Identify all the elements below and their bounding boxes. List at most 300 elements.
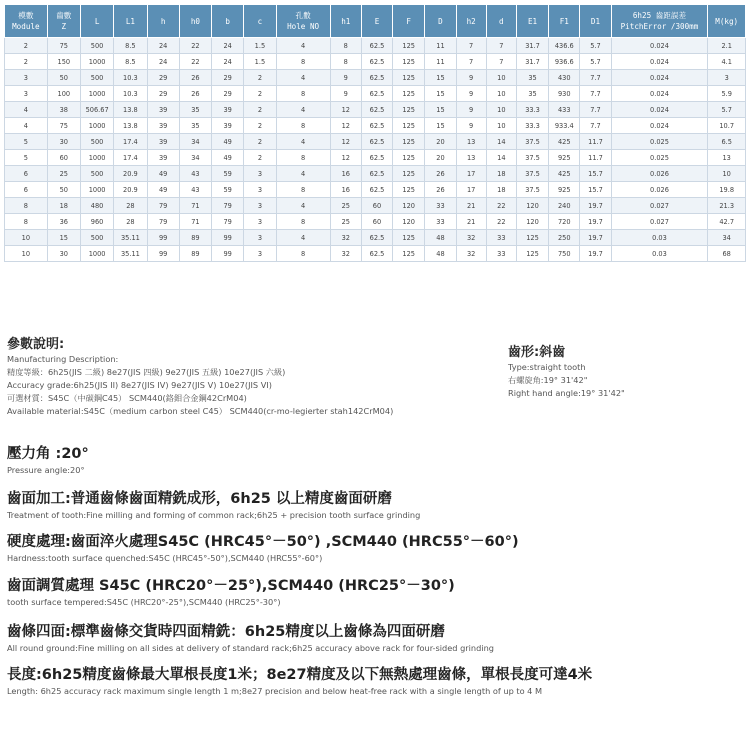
table-cell: 4 <box>276 166 330 182</box>
table-cell: 125 <box>393 182 425 198</box>
table-cell: 12 <box>330 150 361 166</box>
column-header-en: Z <box>61 22 67 31</box>
table-cell: 10.3 <box>114 86 147 102</box>
table-cell: 5.7 <box>580 38 611 54</box>
table-cell: 50 <box>47 182 80 198</box>
ground-sub: All round ground:Fine milling on all sides at delivery of standard rack;6h25 accuracy above rack for four-sided grinding <box>7 643 494 653</box>
table-cell: 37.5 <box>516 182 548 198</box>
table-cell: 3 <box>244 246 276 262</box>
helix-angle-en: Right hand angle:19° 31'42" <box>508 388 625 398</box>
table-cell: 35 <box>179 102 211 118</box>
table-cell: 20 <box>425 150 456 166</box>
table-cell: 125 <box>393 150 425 166</box>
column-header-en: E <box>374 16 380 26</box>
treatment-title: 齒面加工:普通齒條齒面精銑成形，6h25 以上精度齒面研磨 <box>7 491 392 507</box>
table-body <box>5 38 746 262</box>
table-cell: 2 <box>5 38 48 54</box>
table-cell: 24 <box>147 38 179 54</box>
table-cell: 31.7 <box>516 54 548 70</box>
table-cell: 480 <box>80 198 113 214</box>
table-cell: 2 <box>244 102 276 118</box>
table-cell: 62.5 <box>361 70 392 86</box>
column-header-en: M(kg) <box>715 16 739 26</box>
pressure-angle <box>7 444 747 477</box>
table-cell: 8 <box>276 118 330 134</box>
table-cell: 79 <box>147 214 179 230</box>
table-cell: 79 <box>212 198 244 214</box>
table-cell: 8 <box>276 182 330 198</box>
table-cell: 19.7 <box>580 230 611 246</box>
table-cell: 62.5 <box>361 102 392 118</box>
column-header <box>611 5 708 38</box>
column-header <box>708 5 746 38</box>
table-cell: 7.7 <box>580 70 611 86</box>
table-cell: 3 <box>244 230 276 246</box>
table-cell: 925 <box>549 150 580 166</box>
table-cell: 39 <box>147 102 179 118</box>
table-cell: 28 <box>114 214 147 230</box>
column-header <box>516 5 548 38</box>
table-cell: 5.9 <box>708 86 746 102</box>
table-cell: 8 <box>5 198 48 214</box>
table-cell: 2 <box>244 86 276 102</box>
table-cell: 60 <box>361 214 392 230</box>
table-cell: 433 <box>549 102 580 118</box>
table-cell: 7 <box>486 38 516 54</box>
table-cell: 30 <box>47 134 80 150</box>
table-cell: 960 <box>80 214 113 230</box>
table-cell: 49 <box>147 166 179 182</box>
table-cell: 20.9 <box>114 166 147 182</box>
description-subtitle: Manufacturing Description: <box>7 354 119 364</box>
table-cell: 1000 <box>80 246 113 262</box>
accuracy-grade-en: Accuracy grade:6h25(JIS II) 8e27(JIS IV) 9e27(JIS V) 10e27(JIS VI) <box>7 380 272 390</box>
spec-table <box>4 4 746 262</box>
table-cell: 11 <box>425 54 456 70</box>
tempered-title: 齒面調質處理 S45C (HRC20°－25°),SCM440 (HRC25°－30°) <box>7 578 455 594</box>
table-cell: 33 <box>486 246 516 262</box>
table-cell: 99 <box>212 230 244 246</box>
table-cell: 500 <box>80 38 113 54</box>
tooth-treatment <box>7 489 747 522</box>
table-cell: 62.5 <box>361 54 392 70</box>
table-cell: 29 <box>212 70 244 86</box>
table-cell: 933.4 <box>549 118 580 134</box>
table-cell: 1000 <box>80 54 113 70</box>
table-cell: 0.024 <box>611 38 708 54</box>
table-cell: 60 <box>361 198 392 214</box>
table-cell: 79 <box>212 214 244 230</box>
table-row <box>5 38 746 54</box>
table-cell: 35 <box>516 86 548 102</box>
table-cell: 125 <box>393 70 425 86</box>
table-cell: 425 <box>549 134 580 150</box>
table-cell: 3 <box>244 214 276 230</box>
table-cell: 10 <box>5 246 48 262</box>
table-cell: 2 <box>244 150 276 166</box>
table-cell: 19.8 <box>708 182 746 198</box>
column-header <box>276 5 330 38</box>
table-cell: 39 <box>212 118 244 134</box>
table-cell: 13.8 <box>114 118 147 134</box>
table-cell: 29 <box>147 70 179 86</box>
length-sub: Length: 6h25 accuracy rack maximum single length 1 m;8e27 precision and below heat-free rack with a single length of up to 4 M <box>7 686 543 696</box>
table-cell: 26 <box>179 86 211 102</box>
table-cell: 120 <box>393 214 425 230</box>
table-cell: 62.5 <box>361 150 392 166</box>
column-header-zh: 模數 <box>18 11 34 20</box>
column-header <box>114 5 147 38</box>
table-cell: 125 <box>516 246 548 262</box>
column-header-en: Hole NO <box>287 22 320 31</box>
table-cell: 20.9 <box>114 182 147 198</box>
column-header-en: L1 <box>125 16 135 26</box>
table-cell: 15 <box>425 70 456 86</box>
table-cell: 24 <box>212 54 244 70</box>
table-header <box>5 5 746 38</box>
table-cell: 2.1 <box>708 38 746 54</box>
table-cell: 22 <box>179 38 211 54</box>
table-cell: 21 <box>456 214 486 230</box>
table-cell: 2 <box>244 70 276 86</box>
table-cell: 36 <box>47 214 80 230</box>
table-cell: 425 <box>549 166 580 182</box>
pressure-title: 壓力角 :20° <box>7 446 89 462</box>
column-header-zh: 齒數 <box>56 11 72 20</box>
table-cell: 49 <box>212 134 244 150</box>
table-cell: 34 <box>179 150 211 166</box>
table-cell: 39 <box>147 134 179 150</box>
hardness-sub: Hardness:tooth surface quenched:S45C (HRC45°-50°),SCM440 (HRC55°-60°) <box>7 553 323 563</box>
table-cell: 125 <box>393 102 425 118</box>
table-cell: 4 <box>5 118 48 134</box>
parameter-description <box>7 336 487 418</box>
table-cell: 430 <box>549 70 580 86</box>
table-cell: 8 <box>276 214 330 230</box>
table-cell: 0.025 <box>611 134 708 150</box>
table-cell: 10 <box>486 118 516 134</box>
table-cell: 8 <box>276 86 330 102</box>
table-cell: 15 <box>425 118 456 134</box>
table-cell: 6.5 <box>708 134 746 150</box>
table-row <box>5 150 746 166</box>
table-cell: 125 <box>393 38 425 54</box>
table-cell: 33.3 <box>516 118 548 134</box>
column-header <box>393 5 425 38</box>
table-cell: 17.4 <box>114 134 147 150</box>
table-cell: 12 <box>330 102 361 118</box>
column-header-en: D1 <box>590 16 601 26</box>
table-cell: 7 <box>456 38 486 54</box>
ground-title: 齒條四面:標準齒條交貨時四面精銑：6h25精度以上齒條為四面研磨 <box>7 624 445 640</box>
table-cell: 125 <box>393 246 425 262</box>
table-cell: 25 <box>330 214 361 230</box>
table-cell: 33 <box>425 214 456 230</box>
table-cell: 11 <box>425 38 456 54</box>
table-cell: 3 <box>244 198 276 214</box>
helix-angle-zh: 右螺旋角:19° 31'42" <box>508 375 588 385</box>
table-row <box>5 214 746 230</box>
table-row <box>5 134 746 150</box>
table-cell: 5 <box>5 150 48 166</box>
table-cell: 5.7 <box>708 102 746 118</box>
table-cell: 28 <box>114 198 147 214</box>
table-cell: 15.7 <box>580 182 611 198</box>
table-cell: 79 <box>147 198 179 214</box>
column-header-en: h1 <box>341 16 351 26</box>
table-cell: 62.5 <box>361 182 392 198</box>
table-cell: 39 <box>212 102 244 118</box>
table-cell: 9 <box>456 102 486 118</box>
table-cell: 62.5 <box>361 134 392 150</box>
table-cell: 125 <box>516 230 548 246</box>
table-cell: 8 <box>276 150 330 166</box>
table-cell: 99 <box>212 246 244 262</box>
table-cell: 17.4 <box>114 150 147 166</box>
table-cell: 1000 <box>80 150 113 166</box>
column-header <box>212 5 244 38</box>
length-title: 長度:6h25精度齒條最大單根長度1米；8e27精度及以下無熱處理齒條，單根長度可達4米 <box>7 667 593 683</box>
tooth-form <box>508 344 738 400</box>
table-cell: 13 <box>708 150 746 166</box>
treatment-sub: Treatment of tooth:Fine milling and forming of common rack;6h25 + precision tooth surface grinding <box>7 510 421 520</box>
table-cell: 0.027 <box>611 198 708 214</box>
table-cell: 7.7 <box>580 118 611 134</box>
column-header-en: h2 <box>466 16 476 26</box>
table-cell: 29 <box>147 86 179 102</box>
table-cell: 150 <box>47 54 80 70</box>
table-cell: 33 <box>425 198 456 214</box>
table-cell: 8 <box>330 38 361 54</box>
table-cell: 0.024 <box>611 54 708 70</box>
table-cell: 11.7 <box>580 134 611 150</box>
table-cell: 19.7 <box>580 214 611 230</box>
tempered-sub: tooth surface tempered:S45C (HRC20°-25°),SCM440 (HRC25°-30°) <box>7 597 281 607</box>
table-cell: 39 <box>147 118 179 134</box>
table-cell: 99 <box>147 246 179 262</box>
table-cell: 8 <box>5 214 48 230</box>
table-cell: 13 <box>456 134 486 150</box>
column-header <box>580 5 611 38</box>
column-header <box>425 5 456 38</box>
header-row <box>5 5 746 38</box>
column-header-en: Module <box>12 22 40 31</box>
column-header-en: F <box>406 16 411 26</box>
table-cell: 10.7 <box>708 118 746 134</box>
table-cell: 125 <box>393 54 425 70</box>
table-row <box>5 54 746 70</box>
table-cell: 925 <box>549 182 580 198</box>
table-cell: 22 <box>486 198 516 214</box>
table-cell: 71 <box>179 214 211 230</box>
material-zh: 可選材質：S45C（中碳鋼C45） SCM440(鉻鉬合金鋼42CrM04) <box>7 393 247 403</box>
table-cell: 125 <box>393 166 425 182</box>
table-cell: 4.1 <box>708 54 746 70</box>
column-header <box>244 5 276 38</box>
table-cell: 7.7 <box>580 102 611 118</box>
table-cell: 10 <box>486 86 516 102</box>
table-cell: 68 <box>708 246 746 262</box>
table-cell: 936.6 <box>549 54 580 70</box>
column-header <box>47 5 80 38</box>
table-cell: 37.5 <box>516 150 548 166</box>
table-cell: 0.024 <box>611 118 708 134</box>
table-cell: 436.6 <box>549 38 580 54</box>
table-cell: 4 <box>276 102 330 118</box>
column-header <box>330 5 361 38</box>
table-cell: 10 <box>486 102 516 118</box>
table-cell: 13 <box>456 150 486 166</box>
tempered <box>7 576 747 609</box>
table-cell: 5 <box>5 134 48 150</box>
table-cell: 4 <box>276 198 330 214</box>
table-cell: 4 <box>276 230 330 246</box>
table-cell: 50 <box>47 70 80 86</box>
column-header-en: D <box>438 16 443 26</box>
table-cell: 59 <box>212 182 244 198</box>
table-cell: 17 <box>456 166 486 182</box>
table-cell: 930 <box>549 86 580 102</box>
table-cell: 6 <box>5 182 48 198</box>
table-row <box>5 118 746 134</box>
material-en: Available material:S45C（medium carbon steel C45） SCM440(cr-mo-legierter stah142CrM04) <box>7 406 394 416</box>
table-row <box>5 166 746 182</box>
column-header-en: E1 <box>527 16 538 26</box>
table-cell: 62.5 <box>361 118 392 134</box>
description-title: 參數說明: <box>7 337 65 352</box>
table-cell: 3 <box>5 70 48 86</box>
table-cell: 71 <box>179 198 211 214</box>
hardness-title: 硬度處理:齒面淬火處理S45C (HRC45°－50°) ,SCM440 (HRC55°－60°) <box>7 534 519 550</box>
table-cell: 32 <box>330 230 361 246</box>
table-cell: 15 <box>47 230 80 246</box>
table-cell: 15.7 <box>580 166 611 182</box>
rack-length <box>7 665 747 698</box>
table-cell: 62.5 <box>361 166 392 182</box>
table-cell: 4 <box>276 38 330 54</box>
table-cell: 2 <box>5 54 48 70</box>
table-cell: 0.03 <box>611 246 708 262</box>
table-cell: 0.024 <box>611 70 708 86</box>
table-row <box>5 198 746 214</box>
table-cell: 2 <box>244 118 276 134</box>
table-cell: 33 <box>486 230 516 246</box>
table-cell: 26 <box>425 166 456 182</box>
table-cell: 0.025 <box>611 150 708 166</box>
table-cell: 120 <box>516 214 548 230</box>
table-cell: 25 <box>330 198 361 214</box>
table-cell: 10 <box>708 166 746 182</box>
table-cell: 35.11 <box>114 246 147 262</box>
table-cell: 8 <box>330 54 361 70</box>
table-cell: 3 <box>244 182 276 198</box>
table-cell: 60 <box>47 150 80 166</box>
table-cell: 100 <box>47 86 80 102</box>
table-cell: 21.3 <box>708 198 746 214</box>
tooth-title: 齒形:斜齒 <box>508 345 566 360</box>
table-cell: 500 <box>80 230 113 246</box>
table-cell: 62.5 <box>361 86 392 102</box>
table-cell: 75 <box>47 118 80 134</box>
table-cell: 8 <box>276 54 330 70</box>
table-cell: 7 <box>456 54 486 70</box>
table-cell: 99 <box>147 230 179 246</box>
table-cell: 18 <box>486 166 516 182</box>
table-cell: 18 <box>486 182 516 198</box>
table-cell: 11.7 <box>580 150 611 166</box>
tooth-type: Type:straight tooth <box>508 362 586 372</box>
table-cell: 35 <box>516 70 548 86</box>
table-cell: 14 <box>486 150 516 166</box>
column-header <box>549 5 580 38</box>
table-cell: 720 <box>549 214 580 230</box>
table-cell: 125 <box>393 134 425 150</box>
table-cell: 120 <box>516 198 548 214</box>
table-cell: 6 <box>5 166 48 182</box>
table-cell: 1.5 <box>244 38 276 54</box>
table-row <box>5 102 746 118</box>
table-cell: 48 <box>425 246 456 262</box>
table-cell: 59 <box>212 166 244 182</box>
table-cell: 32 <box>456 246 486 262</box>
column-header <box>456 5 486 38</box>
column-header-zh: 孔數 <box>295 11 311 20</box>
table-row <box>5 70 746 86</box>
table-cell: 9 <box>456 118 486 134</box>
table-cell: 13.8 <box>114 102 147 118</box>
table-cell: 38 <box>47 102 80 118</box>
table-cell: 0.027 <box>611 214 708 230</box>
table-cell: 12 <box>330 134 361 150</box>
table-cell: 7.7 <box>580 86 611 102</box>
table-cell: 750 <box>549 246 580 262</box>
table-cell: 2 <box>244 134 276 150</box>
table-cell: 9 <box>456 86 486 102</box>
table-cell: 15 <box>425 86 456 102</box>
table-cell: 14 <box>486 134 516 150</box>
table-cell: 34 <box>708 230 746 246</box>
table-cell: 3 <box>244 166 276 182</box>
table-cell: 9 <box>330 86 361 102</box>
table-cell: 62.5 <box>361 230 392 246</box>
table-cell: 10 <box>5 230 48 246</box>
table-cell: 3 <box>5 86 48 102</box>
column-header-en: d <box>499 16 504 26</box>
table-cell: 500 <box>80 70 113 86</box>
table-cell: 29 <box>212 86 244 102</box>
table-cell: 10 <box>486 70 516 86</box>
table-cell: 5.7 <box>580 54 611 70</box>
accuracy-grade-zh: 精度等級：6h25(JIS 二級) 8e27(JIS 四級) 9e27(JIS 五級) 10e27(JIS 六級) <box>7 367 286 377</box>
table-cell: 250 <box>549 230 580 246</box>
table-cell: 48 <box>425 230 456 246</box>
table-cell: 31.7 <box>516 38 548 54</box>
column-header-en: PitchError /300mm <box>620 22 699 31</box>
table-cell: 8 <box>276 246 330 262</box>
table-cell: 34 <box>179 134 211 150</box>
table-cell: 7 <box>486 54 516 70</box>
table-cell: 89 <box>179 230 211 246</box>
table-cell: 37.5 <box>516 134 548 150</box>
column-header <box>80 5 113 38</box>
table-cell: 0.03 <box>611 230 708 246</box>
table-cell: 506.67 <box>80 102 113 118</box>
table-cell: 24 <box>212 38 244 54</box>
table-cell: 22 <box>486 214 516 230</box>
table-cell: 62.5 <box>361 38 392 54</box>
table-cell: 3 <box>708 70 746 86</box>
table-cell: 240 <box>549 198 580 214</box>
